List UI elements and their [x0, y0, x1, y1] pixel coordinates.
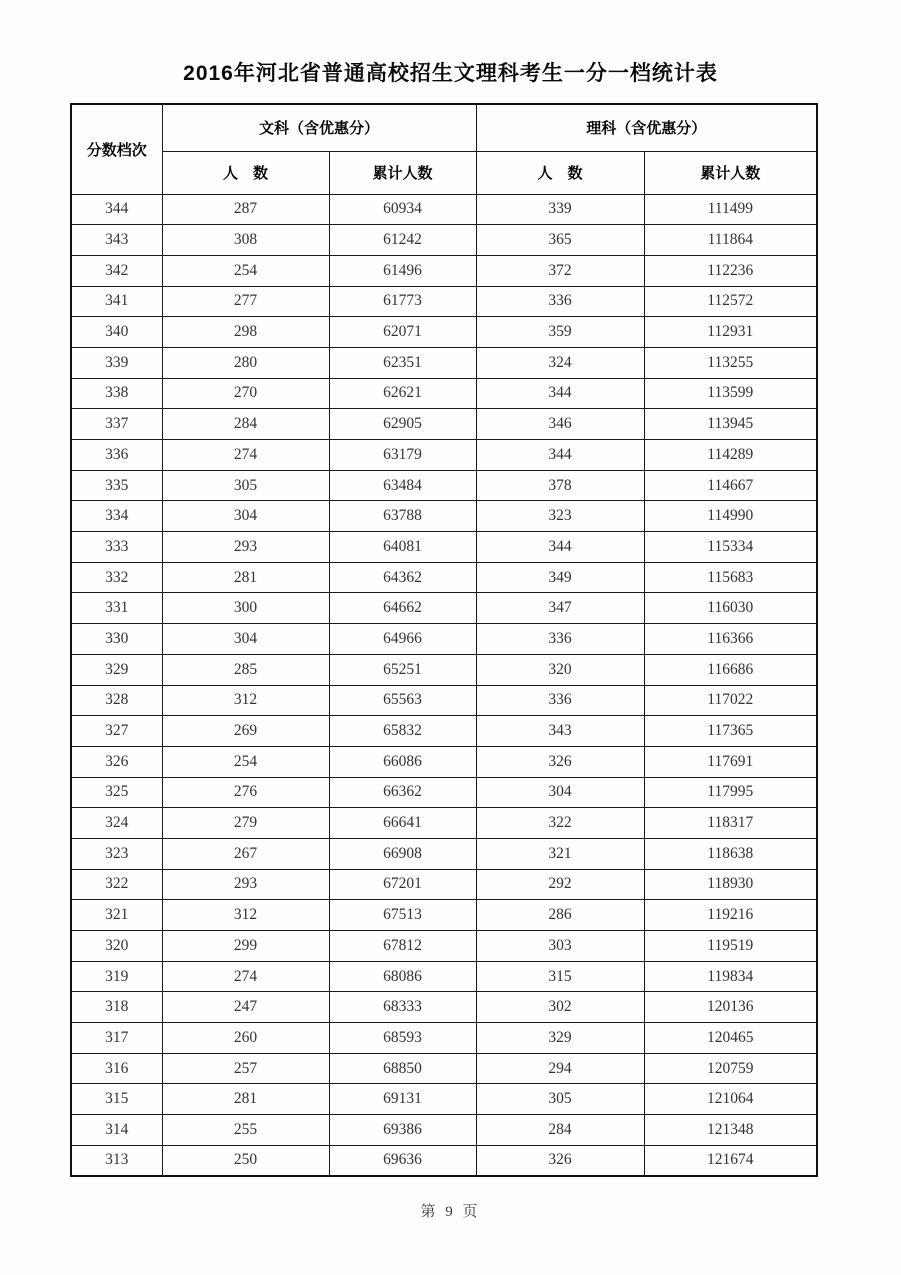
wenke-count-cell: 284 — [162, 409, 329, 440]
like-cumulative-cell: 113255 — [644, 347, 817, 378]
wenke-count-cell: 247 — [162, 992, 329, 1023]
table-row — [71, 501, 817, 532]
table-row — [71, 931, 817, 962]
table-row — [71, 378, 817, 409]
score-cell: 327 — [71, 716, 162, 747]
wenke-count-cell: 308 — [162, 225, 329, 256]
table-body — [71, 194, 817, 1176]
like-cumulative-cell: 114289 — [644, 440, 817, 471]
like-cumulative-cell: 120136 — [644, 992, 817, 1023]
like-count-cell: 344 — [476, 532, 644, 563]
header-score-level: 分数档次 — [71, 104, 162, 194]
like-cumulative-cell: 120759 — [644, 1053, 817, 1084]
table-row — [71, 255, 817, 286]
like-cumulative-cell: 111499 — [644, 194, 817, 225]
like-count-cell: 302 — [476, 992, 644, 1023]
like-count-cell: 322 — [476, 808, 644, 839]
score-cell: 321 — [71, 900, 162, 931]
score-cell: 343 — [71, 225, 162, 256]
table-row — [71, 317, 817, 348]
table-row — [71, 624, 817, 655]
wenke-count-cell: 276 — [162, 777, 329, 808]
page-title: 2016年河北省普通高校招生文理科考生一分一档统计表 — [183, 62, 718, 85]
score-cell: 314 — [71, 1115, 162, 1146]
table-row — [71, 716, 817, 747]
wenke-count-cell: 274 — [162, 440, 329, 471]
score-cell: 323 — [71, 838, 162, 869]
wenke-cumulative-cell: 64362 — [329, 562, 476, 593]
like-cumulative-cell: 114990 — [644, 501, 817, 532]
wenke-cumulative-cell: 61773 — [329, 286, 476, 317]
wenke-count-cell: 287 — [162, 194, 329, 225]
wenke-cumulative-cell: 65563 — [329, 685, 476, 716]
wenke-count-cell: 293 — [162, 869, 329, 900]
score-cell: 338 — [71, 378, 162, 409]
wenke-cumulative-cell: 66086 — [329, 746, 476, 777]
wenke-count-cell: 312 — [162, 685, 329, 716]
header-wenke-cumulative: 累计人数 — [329, 151, 476, 194]
table-row — [71, 470, 817, 501]
wenke-cumulative-cell: 63788 — [329, 501, 476, 532]
like-count-cell: 320 — [476, 654, 644, 685]
like-count-cell: 349 — [476, 562, 644, 593]
score-cell: 313 — [71, 1145, 162, 1176]
table-row — [71, 593, 817, 624]
score-cell: 320 — [71, 931, 162, 962]
like-count-cell: 336 — [476, 624, 644, 655]
wenke-count-cell: 280 — [162, 347, 329, 378]
wenke-cumulative-cell: 66362 — [329, 777, 476, 808]
like-count-cell: 315 — [476, 961, 644, 992]
score-cell: 344 — [71, 194, 162, 225]
wenke-cumulative-cell: 62621 — [329, 378, 476, 409]
table-row — [71, 225, 817, 256]
like-count-cell: 286 — [476, 900, 644, 931]
wenke-cumulative-cell: 68593 — [329, 1023, 476, 1054]
like-count-cell: 303 — [476, 931, 644, 962]
like-cumulative-cell: 112931 — [644, 317, 817, 348]
like-cumulative-cell: 114667 — [644, 470, 817, 501]
header-sub-row — [71, 151, 817, 194]
header-wenke-group: 文科（含优惠分） — [162, 104, 476, 151]
table-row — [71, 194, 817, 225]
like-cumulative-cell: 119834 — [644, 961, 817, 992]
wenke-cumulative-cell: 69386 — [329, 1115, 476, 1146]
score-cell: 340 — [71, 317, 162, 348]
table-row — [71, 409, 817, 440]
wenke-count-cell: 254 — [162, 255, 329, 286]
like-count-cell: 323 — [476, 501, 644, 532]
like-count-cell: 346 — [476, 409, 644, 440]
score-cell: 326 — [71, 746, 162, 777]
table-row — [71, 1053, 817, 1084]
like-count-cell: 365 — [476, 225, 644, 256]
like-count-cell: 324 — [476, 347, 644, 378]
table-row — [71, 838, 817, 869]
score-cell: 318 — [71, 992, 162, 1023]
like-count-cell: 359 — [476, 317, 644, 348]
score-cell: 333 — [71, 532, 162, 563]
table-header — [71, 104, 817, 194]
table-row — [71, 1023, 817, 1054]
table-row — [71, 808, 817, 839]
wenke-count-cell: 250 — [162, 1145, 329, 1176]
table-row — [71, 532, 817, 563]
wenke-cumulative-cell: 61242 — [329, 225, 476, 256]
wenke-count-cell: 299 — [162, 931, 329, 962]
wenke-cumulative-cell: 60934 — [329, 194, 476, 225]
wenke-cumulative-cell: 62071 — [329, 317, 476, 348]
like-cumulative-cell: 121348 — [644, 1115, 817, 1146]
score-cell: 317 — [71, 1023, 162, 1054]
wenke-cumulative-cell: 64081 — [329, 532, 476, 563]
wenke-cumulative-cell: 69636 — [329, 1145, 476, 1176]
like-count-cell: 344 — [476, 440, 644, 471]
wenke-count-cell: 312 — [162, 900, 329, 931]
like-count-cell: 326 — [476, 746, 644, 777]
table-row — [71, 685, 817, 716]
header-like-cumulative: 累计人数 — [644, 151, 817, 194]
score-cell: 335 — [71, 470, 162, 501]
score-cell: 342 — [71, 255, 162, 286]
like-count-cell: 339 — [476, 194, 644, 225]
wenke-count-cell: 267 — [162, 838, 329, 869]
like-cumulative-cell: 118317 — [644, 808, 817, 839]
wenke-cumulative-cell: 67513 — [329, 900, 476, 931]
score-cell: 332 — [71, 562, 162, 593]
wenke-cumulative-cell: 69131 — [329, 1084, 476, 1115]
score-cell: 328 — [71, 685, 162, 716]
like-count-cell: 347 — [476, 593, 644, 624]
score-cell: 325 — [71, 777, 162, 808]
like-cumulative-cell: 120465 — [644, 1023, 817, 1054]
like-count-cell: 378 — [476, 470, 644, 501]
wenke-cumulative-cell: 64966 — [329, 624, 476, 655]
table-row — [71, 1115, 817, 1146]
wenke-cumulative-cell: 64662 — [329, 593, 476, 624]
like-count-cell: 304 — [476, 777, 644, 808]
like-cumulative-cell: 121674 — [644, 1145, 817, 1176]
score-cell: 336 — [71, 440, 162, 471]
like-cumulative-cell: 121064 — [644, 1084, 817, 1115]
like-cumulative-cell: 113599 — [644, 378, 817, 409]
like-count-cell: 321 — [476, 838, 644, 869]
table-row — [71, 654, 817, 685]
wenke-count-cell: 304 — [162, 501, 329, 532]
table-row — [71, 869, 817, 900]
like-cumulative-cell: 117995 — [644, 777, 817, 808]
table-row — [71, 286, 817, 317]
like-cumulative-cell: 118930 — [644, 869, 817, 900]
like-cumulative-cell: 117022 — [644, 685, 817, 716]
wenke-cumulative-cell: 65832 — [329, 716, 476, 747]
wenke-cumulative-cell: 66641 — [329, 808, 476, 839]
like-cumulative-cell: 117691 — [644, 746, 817, 777]
score-cell: 341 — [71, 286, 162, 317]
header-group-row — [71, 104, 817, 151]
wenke-count-cell: 269 — [162, 716, 329, 747]
page-number: 第 9 页 — [420, 1204, 481, 1220]
table-row — [71, 746, 817, 777]
wenke-cumulative-cell: 62351 — [329, 347, 476, 378]
score-cell: 319 — [71, 961, 162, 992]
score-cell: 334 — [71, 501, 162, 532]
score-cell: 322 — [71, 869, 162, 900]
wenke-count-cell: 293 — [162, 532, 329, 563]
score-cell: 330 — [71, 624, 162, 655]
header-wenke-count: 人 数 — [162, 151, 329, 194]
score-cell: 339 — [71, 347, 162, 378]
like-cumulative-cell: 113945 — [644, 409, 817, 440]
header-like-count: 人 数 — [476, 151, 644, 194]
wenke-count-cell: 281 — [162, 1084, 329, 1115]
wenke-count-cell: 274 — [162, 961, 329, 992]
like-cumulative-cell: 115683 — [644, 562, 817, 593]
like-count-cell: 336 — [476, 286, 644, 317]
like-cumulative-cell: 116030 — [644, 593, 817, 624]
wenke-count-cell: 270 — [162, 378, 329, 409]
like-count-cell: 372 — [476, 255, 644, 286]
wenke-count-cell: 281 — [162, 562, 329, 593]
wenke-count-cell: 285 — [162, 654, 329, 685]
wenke-cumulative-cell: 62905 — [329, 409, 476, 440]
like-count-cell: 329 — [476, 1023, 644, 1054]
table-row — [71, 992, 817, 1023]
like-cumulative-cell: 111864 — [644, 225, 817, 256]
wenke-cumulative-cell: 63179 — [329, 440, 476, 471]
wenke-cumulative-cell: 68333 — [329, 992, 476, 1023]
like-cumulative-cell: 119519 — [644, 931, 817, 962]
table-row — [71, 961, 817, 992]
like-cumulative-cell: 116366 — [644, 624, 817, 655]
score-distribution-table — [70, 103, 818, 1177]
wenke-count-cell: 277 — [162, 286, 329, 317]
header-like-group: 理科（含优惠分） — [476, 104, 817, 151]
like-cumulative-cell: 112572 — [644, 286, 817, 317]
wenke-count-cell: 304 — [162, 624, 329, 655]
wenke-count-cell: 300 — [162, 593, 329, 624]
like-cumulative-cell: 115334 — [644, 532, 817, 563]
like-count-cell: 336 — [476, 685, 644, 716]
wenke-count-cell: 279 — [162, 808, 329, 839]
wenke-cumulative-cell: 66908 — [329, 838, 476, 869]
wenke-cumulative-cell: 67201 — [329, 869, 476, 900]
table-row — [71, 900, 817, 931]
like-count-cell: 305 — [476, 1084, 644, 1115]
wenke-count-cell: 305 — [162, 470, 329, 501]
wenke-count-cell: 257 — [162, 1053, 329, 1084]
table-row — [71, 440, 817, 471]
like-cumulative-cell: 116686 — [644, 654, 817, 685]
wenke-cumulative-cell: 65251 — [329, 654, 476, 685]
wenke-cumulative-cell: 63484 — [329, 470, 476, 501]
wenke-count-cell: 255 — [162, 1115, 329, 1146]
score-cell: 316 — [71, 1053, 162, 1084]
table-row — [71, 1084, 817, 1115]
like-cumulative-cell: 119216 — [644, 900, 817, 931]
score-cell: 331 — [71, 593, 162, 624]
like-count-cell: 294 — [476, 1053, 644, 1084]
score-cell: 315 — [71, 1084, 162, 1115]
wenke-count-cell: 260 — [162, 1023, 329, 1054]
wenke-count-cell: 298 — [162, 317, 329, 348]
wenke-cumulative-cell: 67812 — [329, 931, 476, 962]
wenke-count-cell: 254 — [162, 746, 329, 777]
like-cumulative-cell: 112236 — [644, 255, 817, 286]
like-count-cell: 326 — [476, 1145, 644, 1176]
like-cumulative-cell: 118638 — [644, 838, 817, 869]
like-count-cell: 284 — [476, 1115, 644, 1146]
wenke-cumulative-cell: 68850 — [329, 1053, 476, 1084]
wenke-cumulative-cell: 68086 — [329, 961, 476, 992]
table-row — [71, 1145, 817, 1176]
score-cell: 324 — [71, 808, 162, 839]
like-cumulative-cell: 117365 — [644, 716, 817, 747]
table-row — [71, 562, 817, 593]
like-count-cell: 292 — [476, 869, 644, 900]
like-count-cell: 344 — [476, 378, 644, 409]
score-cell: 337 — [71, 409, 162, 440]
like-count-cell: 343 — [476, 716, 644, 747]
wenke-cumulative-cell: 61496 — [329, 255, 476, 286]
score-cell: 329 — [71, 654, 162, 685]
table-row — [71, 777, 817, 808]
table-row — [71, 347, 817, 378]
